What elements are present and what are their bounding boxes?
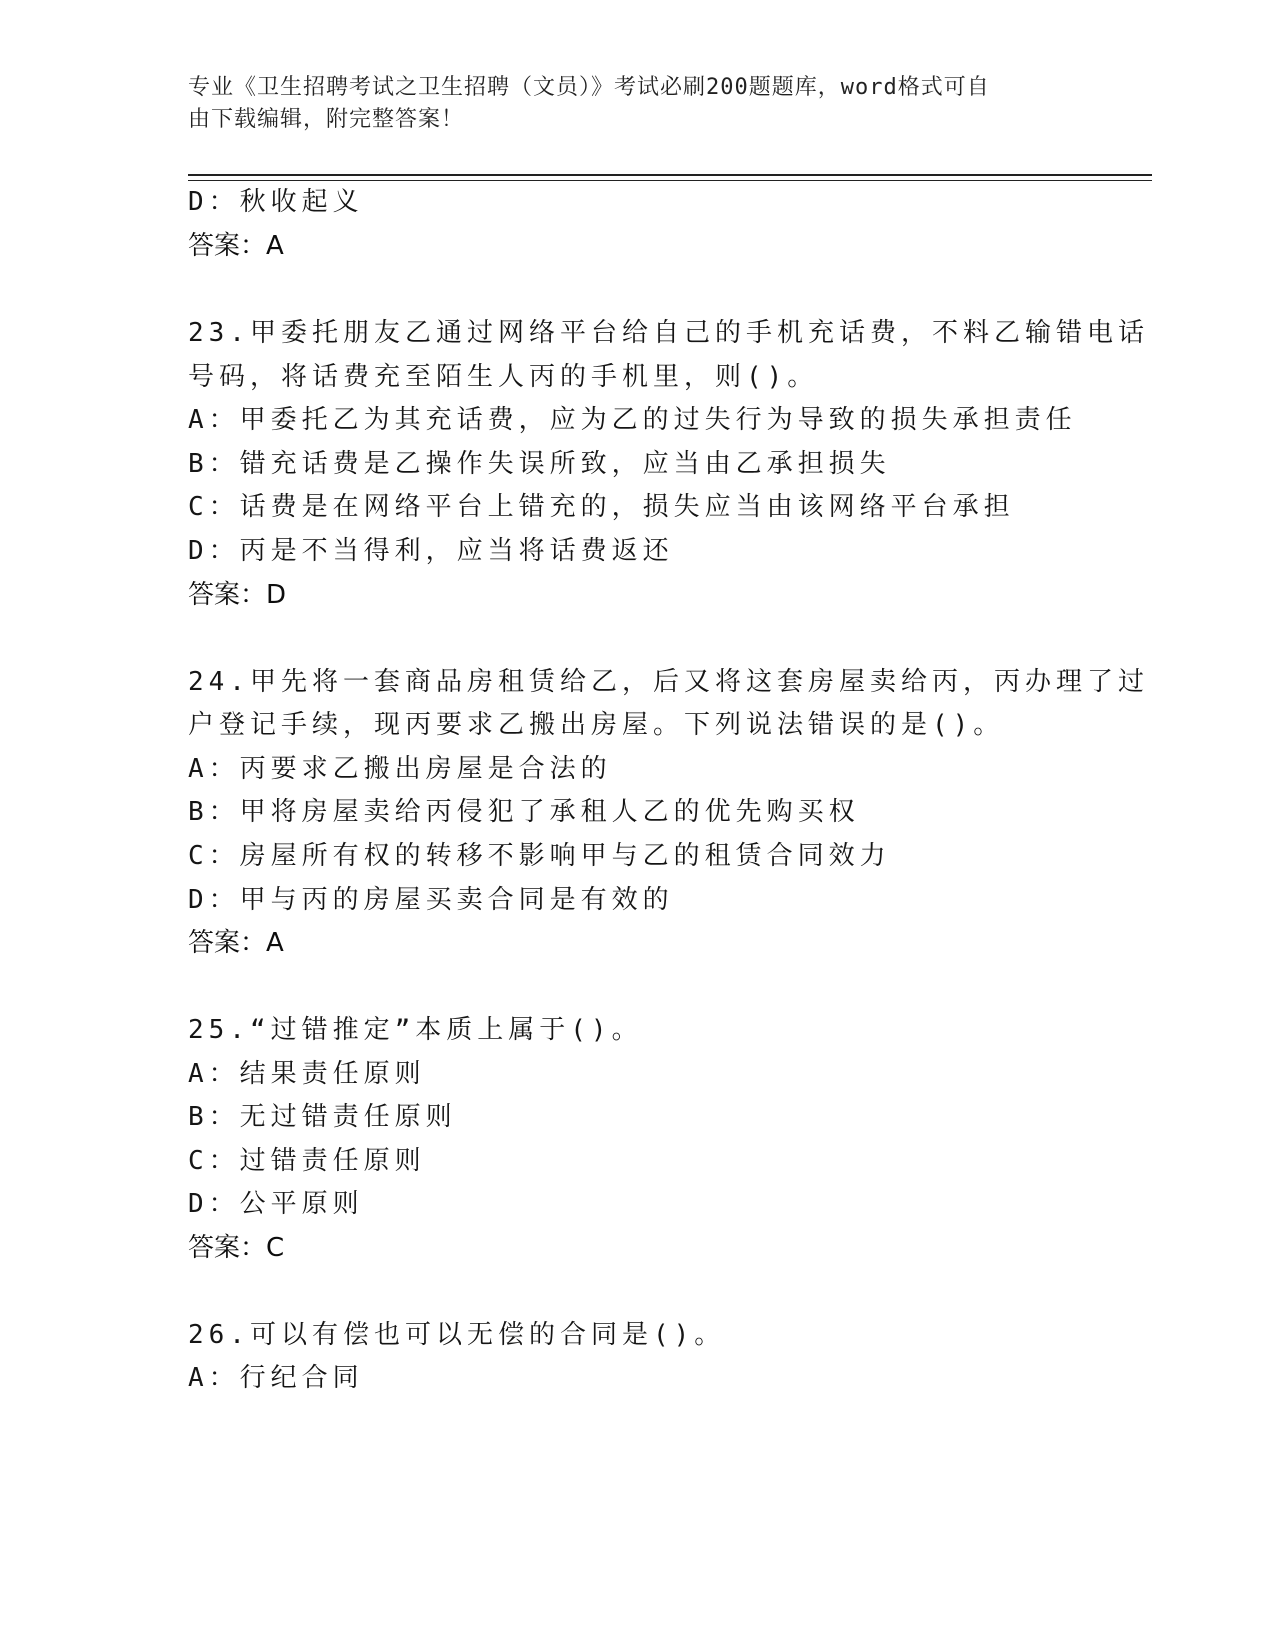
q25-answer: 答案：C [188, 1233, 285, 1263]
prev-answer: 答案：A [188, 231, 284, 261]
q23-answer: 答案：D [188, 580, 287, 610]
q23-option-b: B：错充话费是乙操作失误所致，应当由乙承担损失 [188, 449, 891, 479]
q24-answer: 答案：A [188, 928, 284, 958]
q25-option-d: D：公平原则 [188, 1189, 364, 1219]
q25-option-b: B：无过错责任原则 [188, 1102, 457, 1132]
q24-stem-line-1: 24.甲先将一套商品房租赁给乙，后又将这套房屋卖给丙，丙办理了过 [188, 667, 1149, 697]
q24-option-c: C：房屋所有权的转移不影响甲与乙的租赁合同效力 [188, 841, 891, 871]
q23-option-d: D：丙是不当得利，应当将话费返还 [188, 536, 674, 566]
header-line-2: 由下载编辑，附完整答案！ [188, 107, 465, 132]
header-rule [188, 174, 1152, 176]
q24-stem-line-2: 户登记手续，现丙要求乙搬出房屋。下列说法错误的是()。 [188, 710, 1005, 740]
q23-stem-line-1: 23.甲委托朋友乙通过网络平台给自己的手机充话费，不料乙输错电话 [188, 318, 1149, 348]
header-line-1: 专业《卫生招聘考试之卫生招聘（文员）》考试必刷200题题库，word格式可自 [188, 75, 990, 100]
q25-option-a: A：结果责任原则 [188, 1059, 426, 1089]
q23-option-a: A：甲委托乙为其充话费，应为乙的过失行为导致的损失承担责任 [188, 405, 1077, 435]
q25-stem: 25.“过错推定”本质上属于()。 [188, 1015, 643, 1045]
document-header [188, 72, 1068, 136]
q25-option-c: C：过错责任原则 [188, 1146, 426, 1176]
q23-option-c: C：话费是在网络平台上错充的，损失应当由该网络平台承担 [188, 492, 1015, 522]
q23-stem-line-2: 号码，将话费充至陌生人丙的手机里，则()。 [188, 362, 819, 392]
q24-option-b: B：甲将房屋卖给丙侵犯了承租人乙的优先购买权 [188, 797, 860, 827]
q26-option-a: A：行纪合同 [188, 1363, 364, 1393]
q24-option-a: A：丙要求乙搬出房屋是合法的 [188, 754, 612, 784]
q24-option-d: D：甲与丙的房屋买卖合同是有效的 [188, 885, 674, 915]
prev-option-d: D：秋收起义 [188, 187, 364, 217]
header-rule-thin [188, 180, 1152, 181]
q26-stem: 26.可以有偿也可以无偿的合同是()。 [188, 1320, 726, 1350]
